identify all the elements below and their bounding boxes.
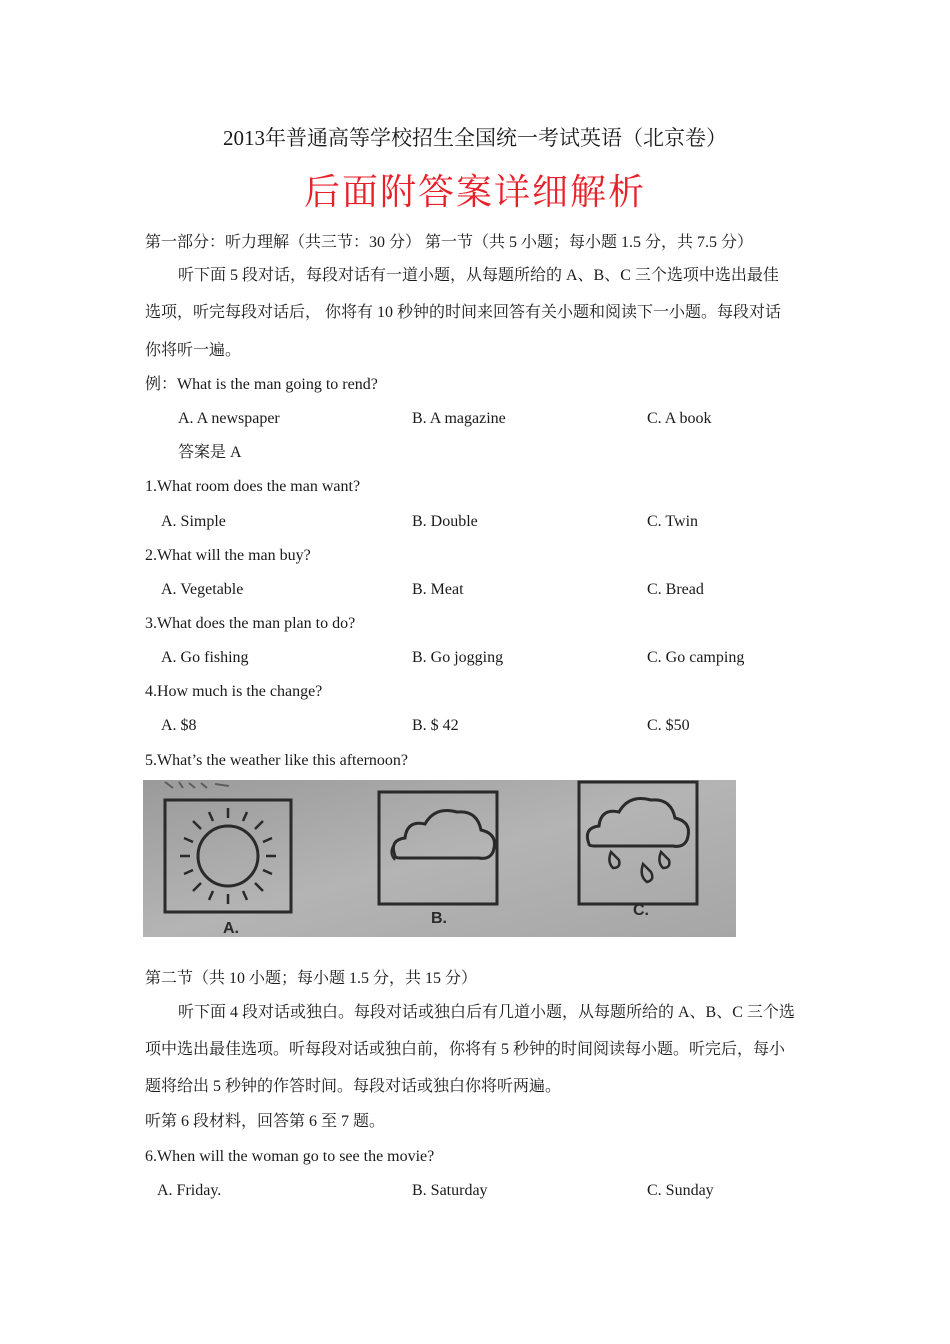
q4-option-a: A. $8: [161, 717, 197, 734]
part2-instruction-line: 听下面 4 段对话或独白。每段对话或独白后有几道小题，从每题所给的 A、B、C 三个选: [178, 1004, 795, 1021]
example-option-b: B. A magazine: [412, 410, 506, 427]
weather-figure: [143, 780, 736, 937]
example-option-c: C. A book: [647, 410, 712, 427]
q2-option-c: C. Bread: [647, 581, 704, 598]
q4-option-c: C. $50: [647, 717, 690, 734]
q3-option-a: A. Go fishing: [161, 649, 249, 666]
document-subtitle: 后面附答案详细解析: [303, 172, 646, 212]
question-1: 1.What room does the man want?: [145, 478, 361, 495]
document-title: 2013年普通高等学校招生全国统一考试英语（北京卷）: [223, 126, 727, 150]
question-2: 2.What will the man buy?: [145, 547, 311, 564]
question-4: 4.How much is the change?: [145, 683, 323, 700]
q3-option-c: C. Go camping: [647, 649, 745, 666]
q6-option-b: B. Saturday: [412, 1182, 488, 1199]
figure-label-c: C.: [633, 902, 649, 919]
part2-instruction-line: 题将给出 5 秒钟的作答时间。每段对话或独白你将听两遍。: [145, 1078, 562, 1095]
q2-option-a: A. Vegetable: [161, 581, 244, 598]
material-note: 听第 6 段材料，回答第 6 至 7 题。: [145, 1113, 386, 1130]
question-3: 3.What does the man plan to do?: [145, 615, 356, 632]
part1-instruction-line: 听下面 5 段对话，每段对话有一道小题，从每题所给的 A、B、C 三个选项中选出最佳: [178, 267, 779, 284]
part1-instruction-line: 你将听一遍。: [145, 342, 242, 359]
part1-instruction-line: 选项，听完每段对话后， 你将有 10 秒钟的时间来回答有关小题和阅读下一小题。每段对话: [145, 304, 782, 321]
example-question: 例：What is the man going to rend?: [145, 376, 378, 393]
q1-option-a: A. Simple: [161, 513, 226, 530]
question-6: 6.When will the woman go to see the movie?: [145, 1148, 435, 1165]
question-5: 5.What’s the weather like this afternoon?: [145, 752, 409, 769]
q1-option-b: B. Double: [412, 513, 478, 530]
q1-option-c: C. Twin: [647, 513, 699, 530]
part1-header: 第一部分：听力理解（共三节：30 分） 第一节（共 5 小题；每小题 1.5 分，共 7.5 分）: [145, 234, 754, 251]
q3-option-b: B. Go jogging: [412, 649, 504, 666]
part2-instruction-line: 项中选出最佳选项。听每段对话或独白前，你将有 5 秒钟的时间阅读每小题。听完后，每小: [145, 1041, 786, 1058]
figure-label-a: A.: [223, 920, 239, 937]
example-option-a: A. A newspaper: [178, 410, 280, 427]
example-answer: 答案是 A: [178, 444, 242, 461]
figure-label-b: B.: [431, 910, 447, 927]
q6-option-a: A. Friday.: [157, 1182, 222, 1199]
q6-option-c: C. Sunday: [647, 1182, 714, 1199]
q4-option-b: B. $ 42: [412, 717, 459, 734]
part2-header: 第二节（共 10 小题；每小题 1.5 分，共 15 分）: [145, 970, 478, 987]
q2-option-b: B. Meat: [412, 581, 464, 598]
